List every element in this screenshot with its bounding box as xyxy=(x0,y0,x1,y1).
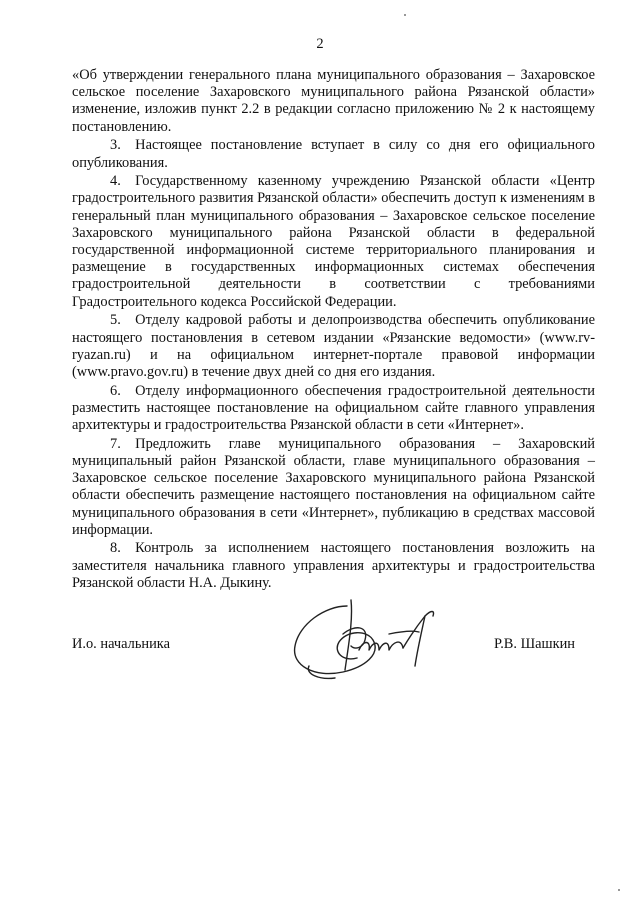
document-body xyxy=(72,67,595,594)
paragraph-item-6: 6. Отделу информационного обеспечения градостроительной деятельности разместить настоящее постановление на официальном сайте главного управления архитектуры и градостроительства Рязанской области в сети «Интернет». xyxy=(72,382,595,434)
signatory-role: И.о. начальника xyxy=(72,636,170,652)
paragraph-item-5: 5. Отделу кадровой работы и делопроизводства обеспечить опубликование настоящего постановления в сетевом издании «Рязанские ведомости» (www.rv-ryazan.ru) и на официальном интернет-портале правовой информации (www.pravo.gov.ru) в течение двух дней со дня его издания. xyxy=(72,312,595,380)
paragraph-item-3: 3. Настоящее постановление вступает в силу со дня его официального опубликования. xyxy=(72,137,595,171)
paragraph-item-8: 8. Контроль за исполнением настоящего постановления возложить на заместителя начальника главного управления архитектуры и градостроительства Рязанской области Н.А. Дыкину. xyxy=(72,540,595,591)
handwritten-signature xyxy=(285,594,455,684)
paragraph-item-7: 7. Предложить главе муниципального образования – Захаровский муниципальный район Рязанской области, главе муниципального образования – Захаровское сельское поселение Захаровского муниципального района Рязанской области обеспечить размещение настоящего постановления на официальном сайте муниципального образования в сети «Интернет», публикацию в средствах массовой информации. xyxy=(72,435,595,538)
paragraph-item-4: 4. Государственному казенному учреждению Рязанской области «Центр градостроительного развития Рязанской области» обеспечить доступ к изменениям в генеральный план муниципального образования – Захаровское сельское поселение Захаровского муниципального района Рязанской области в федеральной государственной информационной системе территориального планирования и размещение в государственных информационных системах обеспечения градостроительной деятельности в соответствии с требованиями Градостроительного кодекса Российской Федерации. xyxy=(72,173,595,310)
scan-speck xyxy=(618,889,620,891)
paragraph-continuation: «Об утверждении генерального плана муниципального образования – Захаровское сельское поселение Захаровского муниципального района Рязанской области» изменение, изложив пункт 2.2 в редакции согласно приложению № 2 к настоящему постановлению. xyxy=(72,67,595,135)
signatory-name: Р.В. Шашкин xyxy=(494,636,575,652)
page-number: 2 xyxy=(316,36,324,52)
scan-speck xyxy=(404,14,406,16)
